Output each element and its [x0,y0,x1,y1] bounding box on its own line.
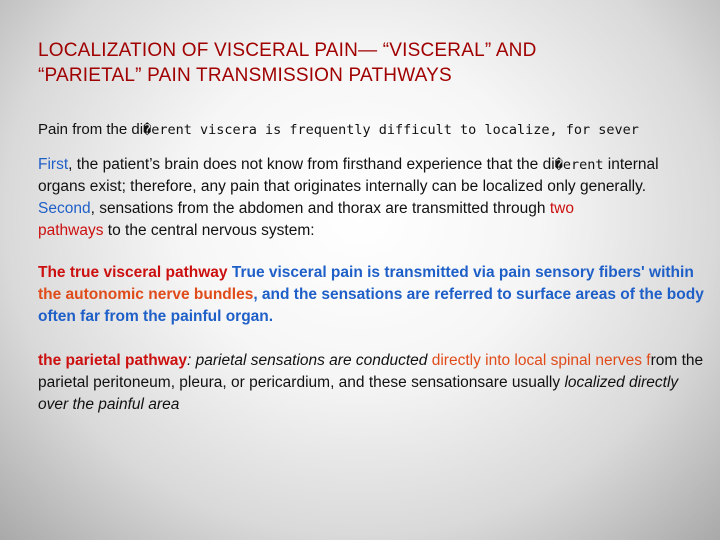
second-label: Second [38,200,91,217]
autonomic-highlight: the autonomic nerve bundles [38,286,254,303]
intro-text-a: Pain from the di [38,121,144,138]
visceral-pathway-heading: The true visceral pathway [38,264,228,281]
slide-content [38,38,718,416]
title-line-1: LOCALIZATION OF VISCERAL PAIN— “VISCERAL” AND [38,40,537,61]
first-text-a: , the patient’s brain does not know from firsthand experience that the di [68,156,555,173]
first-missing-glyph: � [554,157,563,173]
visceral-text-rest: , and the sensations are referred to surface areas of the body often far from the painful organ. [38,286,704,325]
first-text-b: erent [562,157,604,173]
parietal-colon: : parietal sensations are conducted [187,352,432,369]
intro-line [38,121,720,138]
paragraph-visceral-pathway [38,262,710,328]
intro-missing-glyph: � [143,122,152,138]
visceral-text-a: True visceral pain is transmitted via pain sensory fibers' within [227,264,694,281]
parietal-pathway-heading: the parietal pathway [38,352,188,369]
second-text-a: , sensations from the abdomen and thorax are transmitted through [90,200,550,217]
intro-text-b: erent viscera is frequently difficult to localize, for sever [151,122,639,138]
two-highlight: two [549,200,574,217]
first-label: First [38,156,69,173]
paragraph-first-second [38,154,710,242]
parietal-text-mid: rom the parietal peritoneum, pleura, or pericardium, and these sensationsare usually [38,352,704,391]
slide-title [38,38,718,88]
first-text-c: internal organs exist; therefore, any pain that originates internally can be localized only generally. [38,156,659,195]
second-text-b: to the central nervous system: [103,222,315,239]
pathways-highlight: pathways [38,222,104,239]
title-line-2: “PARIETAL” PAIN TRANSMISSION PATHWAYS [38,65,452,86]
directly-highlight: directly into local spinal nerves f [431,352,651,369]
paragraph-parietal-pathway [38,350,710,416]
localized-highlight: localized directly over the painful area [38,374,679,413]
